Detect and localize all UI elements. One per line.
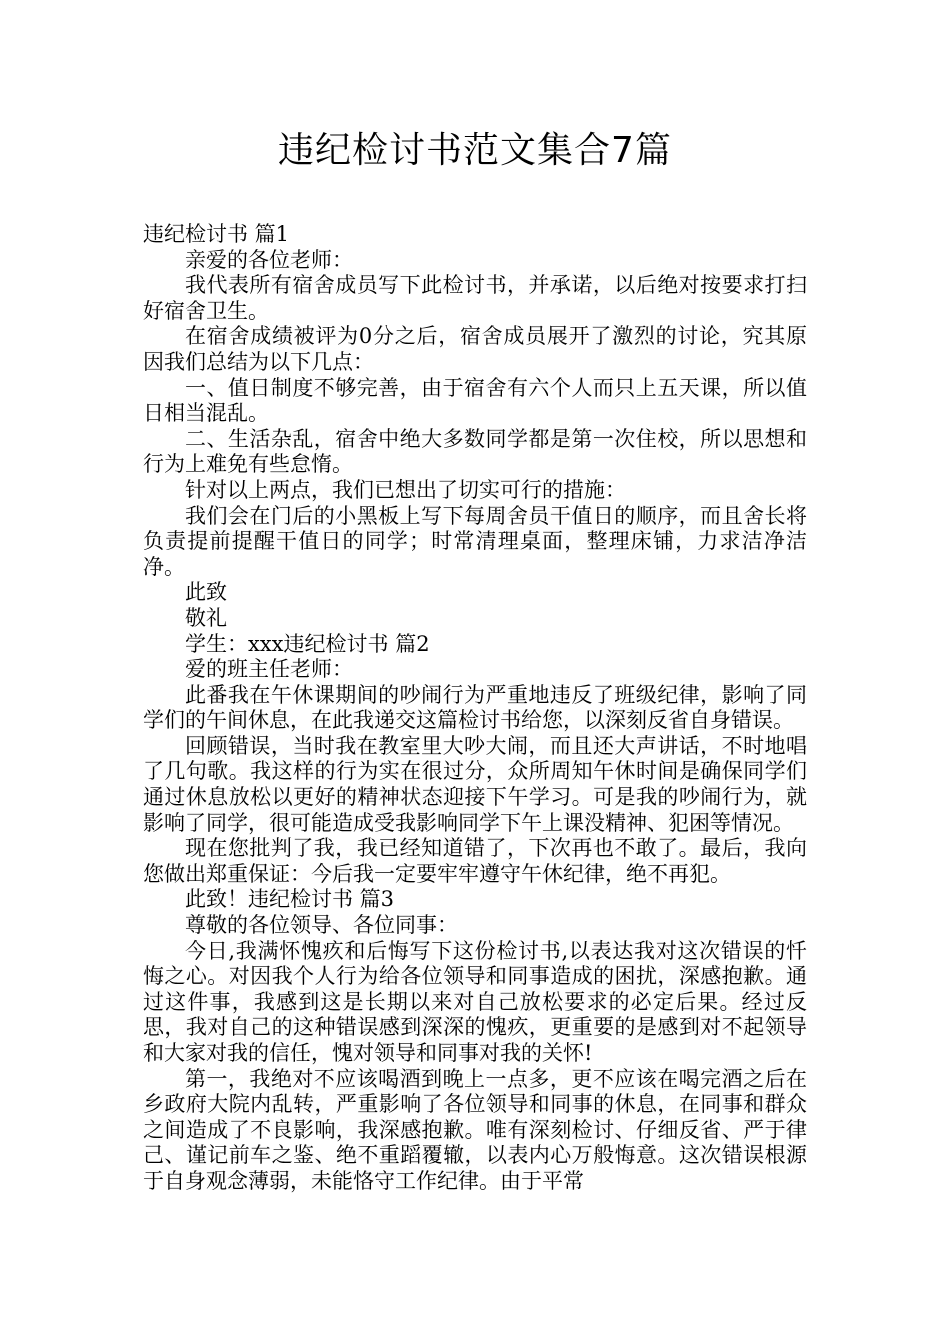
paragraph: 现在您批判了我，我已经知道错了，下次再也不敢了。最后，我向您做出郑重保证：今后我一定要牢牢遵守午休纪律，绝不再犯。 — [143, 836, 807, 886]
paragraph: 尊敬的各位领导、各位同事： — [185, 913, 458, 938]
document-body — [143, 222, 807, 1195]
paragraph: 此致 — [185, 580, 227, 605]
paragraph: 一、值日制度不够完善，由于宿舍有六个人而只上五天课，所以值日相当混乱。 — [143, 375, 807, 426]
paragraph: 敬礼 — [185, 605, 227, 630]
paragraph: 我代表所有宿舍成员写下此检讨书，并承诺，以后绝对按要求打扫好宿舍卫生。 — [143, 273, 807, 323]
paragraph: 此番我在午休课期间的吵闹行为严重地违反了班级纪律，影响了同学们的午间休息，在此我递交这篇检讨书给您，以深刻反省自身错误。 — [143, 682, 807, 733]
paragraph: 针对以上两点，我们已想出了切实可行的措施： — [185, 477, 626, 502]
paragraph: 在宿舍成绩被评为0分之后，宿舍成员展开了激烈的讨论，究其原因我们总结为以下几点： — [143, 324, 807, 374]
paragraph: 此致！违纪检讨书 篇3 — [185, 887, 395, 912]
paragraph: 二、生活杂乱，宿舍中绝大多数同学都是第一次住校，所以思想和行为上难免有些怠惰。 — [143, 426, 807, 477]
paragraph: 我们会在门后的小黑板上写下每周舍员干值日的顺序，而且舍长将负责提前提醒干值日的同学；时常清理桌面，整理床铺，力求洁净洁净。 — [143, 503, 807, 579]
document-title: 违纪检讨书范文集合7篇 — [278, 130, 672, 171]
paragraph: 学生：xxx违纪检讨书 篇2 — [185, 631, 430, 656]
paragraph: 违纪检讨书 篇1 — [143, 222, 290, 246]
paragraph: 亲爱的各位老师： — [185, 247, 353, 272]
paragraph: 今日,我满怀愧疚和后悔写下这份检讨书,以表达我对这次错误的忏悔之心。对因我个人行为给各位领导和同事造成的困扰，深感抱歉。通过这件事，我感到这是长期以来对自己放松要求的必定后果。经过反思，我对自己的这种错误感到深深的愧疚，更重要的是感到对不起领导和大家对我的信任，愧对领导和同事对我的关怀! — [143, 938, 807, 1065]
paragraph: 第一，我绝对不应该喝酒到晚上一点多，更不应该在喝完酒之后在乡政府大院内乱转，严重影响了各位领导和同事的休息，在同事和群众之间造成了不良影响，我深感抱歉。唯有深刻检讨、仔细反省、严于律己、谨记前车之鉴、绝不重蹈覆辙，以表内心万般悔意。这次错误根源于自身观念薄弱，未能恪守工作纪律。由于平常 — [143, 1066, 807, 1193]
paragraph: 回顾错误，当时我在教室里大吵大闹，而且还大声讲话，不时地唱了几句歌。我这样的行为实在很过分，众所周知午休时间是确保同学们通过休息放松以更好的精神状态迎接下午学习。可是我的吵闹行为，就影响了同学，很可能造成受我影响同学下午上课没精神、犯困等情况。 — [143, 733, 807, 835]
paragraph: 爱的班主任老师： — [185, 657, 353, 682]
